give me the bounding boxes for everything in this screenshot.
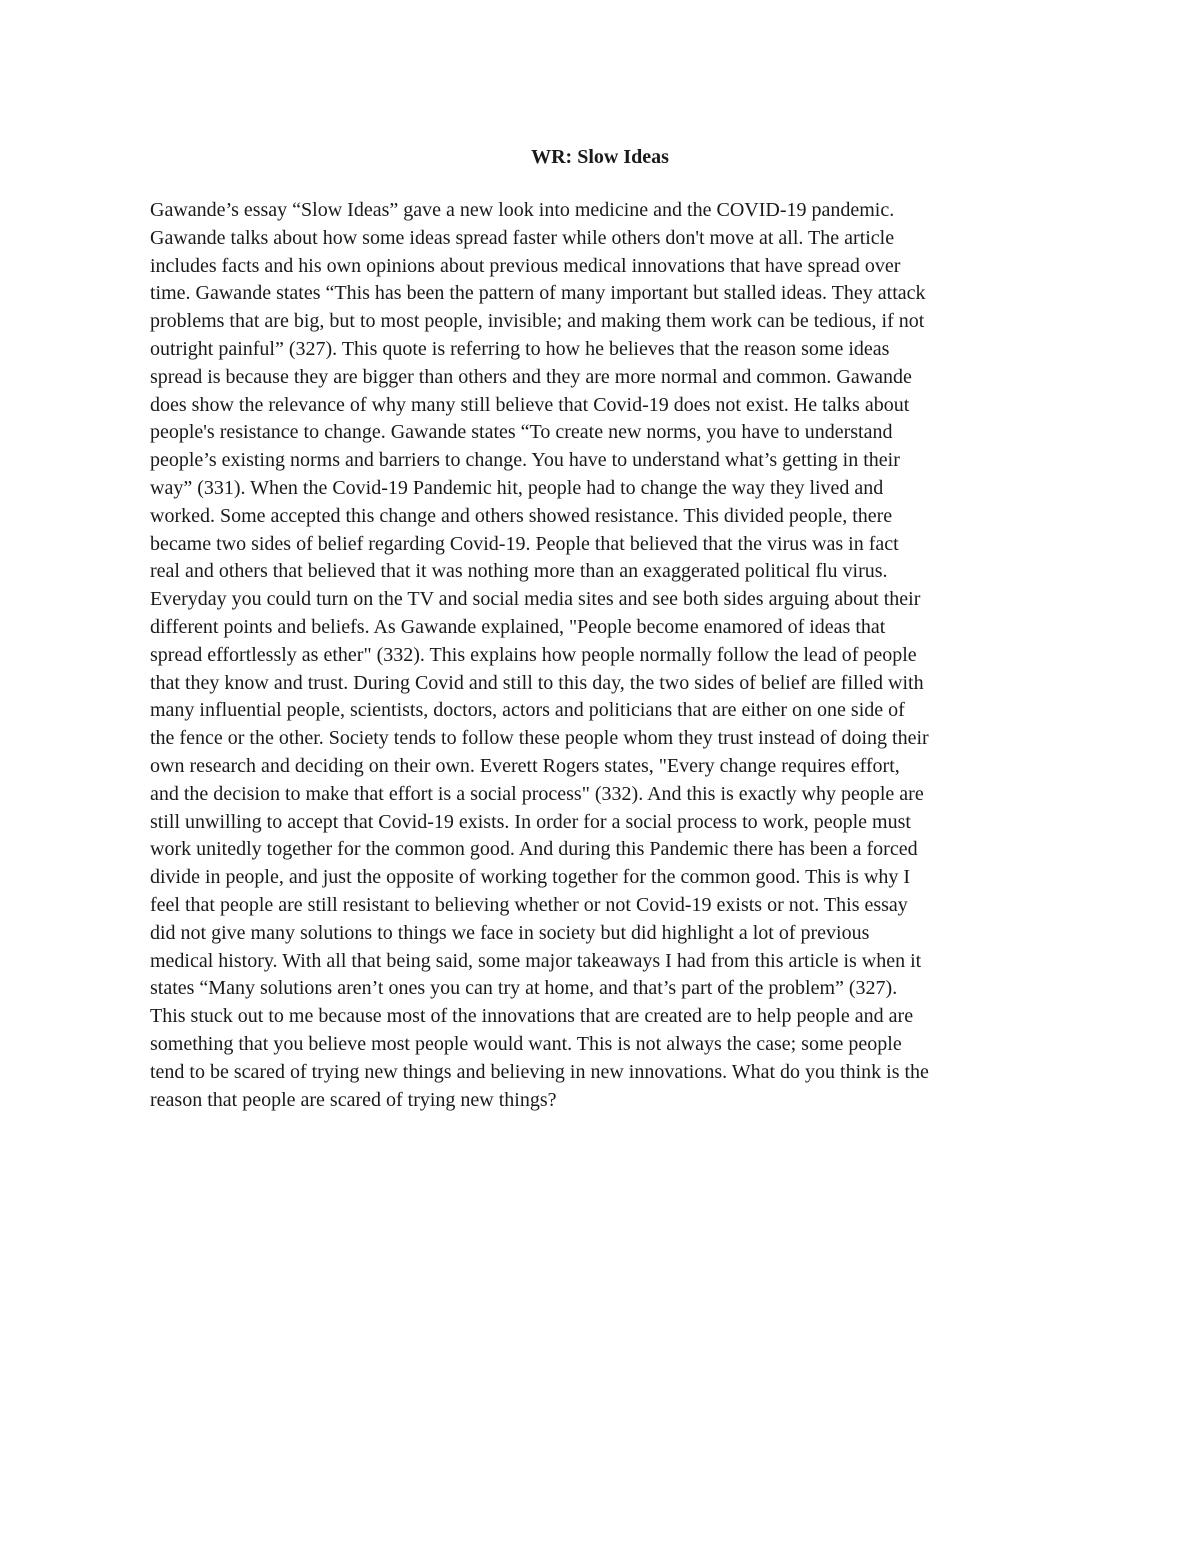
essay-line: This stuck out to me because most of the innovations that are created are to help people and are <box>150 1005 914 1028</box>
essay-line: Gawande talks about how some ideas spread faster while others don't move at all. The article <box>150 226 895 249</box>
essay-line: includes facts and his own opinions about previous medical innovations that have spread over <box>150 254 901 277</box>
essay-body <box>150 197 1070 1114</box>
essay-line: states “Many solutions aren’t ones you can try at home, and that’s part of the problem” (327). <box>150 977 898 1000</box>
essay-line: and the decision to make that effort is a social process" (332). And this is exactly why people are <box>150 782 924 805</box>
essay-line: spread effortlessly as ether" (332). This explains how people normally follow the lead of people <box>150 643 917 666</box>
essay-line: many influential people, scientists, doctors, actors and politicians that are either on one side of <box>150 699 905 722</box>
essay-line: work unitedly together for the common good. And during this Pandemic there has been a forced <box>150 838 918 861</box>
essay-line: different points and beliefs. As Gawande explained, "People become enamored of ideas that <box>150 615 886 638</box>
essay-line: feel that people are still resistant to believing whether or not Covid-19 exists or not. This essay <box>150 893 908 916</box>
essay-line: real and others that believed that it was nothing more than an exaggerated political flu virus. <box>150 560 888 583</box>
essay-line: tend to be scared of trying new things and believing in new innovations. What do you think is the <box>150 1060 929 1083</box>
essay-line: divide in people, and just the opposite of working together for the common good. This is why I <box>150 866 911 889</box>
essay-line: outright painful” (327). This quote is referring to how he believes that the reason some ideas <box>150 337 890 360</box>
essay-line: medical history. With all that being said, some major takeaways I had from this article is when it <box>150 949 922 972</box>
essay-line: time. Gawande states “This has been the pattern of many important but stalled ideas. They attack <box>150 282 926 305</box>
essay-line: people’s existing norms and barriers to change. You have to understand what’s getting in their <box>150 449 900 472</box>
essay-line: that they know and trust. During Covid and still to this day, the two sides of belief are filled with <box>150 671 924 694</box>
document-title: WR: Slow Ideas <box>531 146 669 168</box>
essay-line: spread is because they are bigger than others and they are more normal and common. Gawande <box>150 365 912 388</box>
essay-line: something that you believe most people would want. This is not always the case; some people <box>150 1032 902 1055</box>
essay-line: still unwilling to accept that Covid-19 exists. In order for a social process to work, people must <box>150 810 911 833</box>
essay-line: reason that people are scared of trying new things? <box>150 1088 557 1111</box>
essay-line: people's resistance to change. Gawande states “To create new norms, you have to understand <box>150 421 893 444</box>
essay-line: way” (331). When the Covid-19 Pandemic hit, people had to change the way they lived and <box>150 476 884 499</box>
essay-line: Gawande’s essay “Slow Ideas” gave a new look into medicine and the COVID-19 pandemic. <box>150 199 895 221</box>
essay-line: Everyday you could turn on the TV and social media sites and see both sides arguing about their <box>150 588 921 611</box>
essay-line: does show the relevance of why many still believe that Covid-19 does not exist. He talks about <box>150 393 910 416</box>
essay-line: problems that are big, but to most people, invisible; and making them work can be tedious, if not <box>150 310 925 333</box>
essay-line: the fence or the other. Society tends to follow these people whom they trust instead of doing their <box>150 727 929 750</box>
essay-line: own research and deciding on their own. Everett Rogers states, "Every change requires effort, <box>150 754 900 777</box>
essay-line: worked. Some accepted this change and others showed resistance. This divided people, there <box>150 504 893 527</box>
essay-line: became two sides of belief regarding Covid-19. People that believed that the virus was in fact <box>150 532 899 555</box>
essay-line: did not give many solutions to things we face in society but did highlight a lot of previous <box>150 921 870 944</box>
